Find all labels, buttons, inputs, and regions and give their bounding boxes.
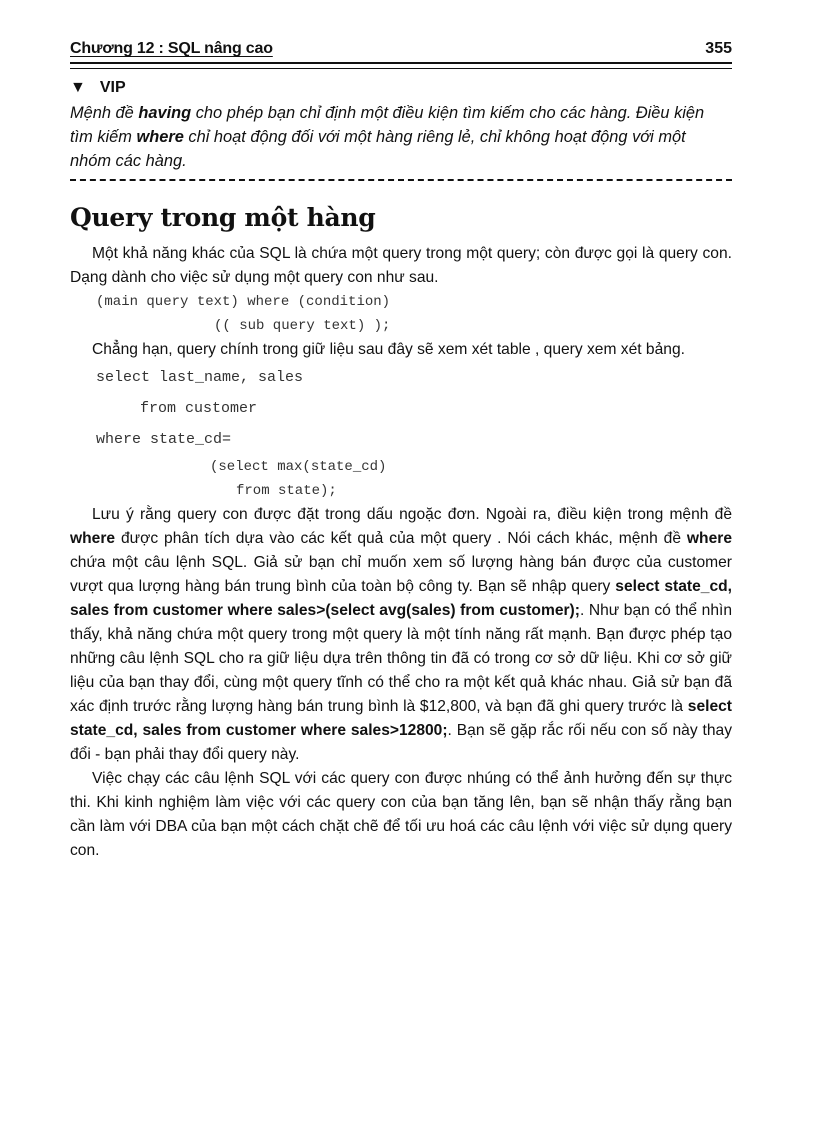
- keyword-having: having: [138, 104, 192, 122]
- syntax-line-1: (main query text) where (condition): [96, 294, 391, 310]
- header-rule-thin: [70, 68, 732, 69]
- vip-label: VIP: [99, 79, 126, 96]
- page: [70, 36, 732, 863]
- code-line-2: from customer: [140, 400, 258, 417]
- paragraph-example-intro: Chẳng hạn, query chính trong giữ liệu sau đây sẽ xem xét table , query xem xét bảng.: [92, 341, 685, 358]
- paragraph-performance: Việc chạy các câu lệnh SQL với các query con được nhúng có thể ảnh hưởng đến sự thực thi. Khi kinh nghiệm làm việc với các query con của bạn tăng lên, bạn sẽ nhận thấy rằng bạn cần làm với DBA của bạn một cách chặt chẽ để tối ưu hoá các câu lệnh với việc sử dụng query con.: [70, 770, 732, 859]
- vip-dashed-divider: [70, 179, 732, 181]
- page-number: 355: [705, 40, 732, 57]
- code-line-4: (select max(state_cd): [210, 459, 387, 475]
- vip-text: Mệnh đề having cho phép bạn chỉ định một điều kiện tìm kiếm cho các hàng. Điều kiện tìm kiếm where chỉ hoạt động đối với một hàng riêng lẻ, chỉ không hoạt động với một nhóm các hàng.: [70, 104, 705, 170]
- syntax-line-2: (( sub query text) );: [214, 318, 391, 334]
- code-line-3: where state_cd=: [96, 431, 232, 448]
- triangle-down-icon: ▼: [70, 79, 86, 96]
- header-rule-thick: [70, 62, 732, 64]
- page-header: [70, 36, 732, 58]
- code-line-5: from state);: [236, 483, 337, 499]
- paragraph-explanation: Lưu ý rằng query con được đặt trong dấu ngoặc đơn. Ngoài ra, điều kiện trong mệnh đề where được phân tích dựa vào các kết quả của một query . Nói cách khác, mệnh đề where chứa một câu lệnh SQL. Giả sử bạn chỉ muốn xem số lượng hàng bán được của customer vượt qua lượng hàng bán trung bình của toàn bộ công ty. Bạn sẽ nhập query select state_cd, sales from customer where sales>(select avg(sales) from customer);. Như bạn có thể nhìn thấy, khả năng chứa một query trong một query là một tính năng rất mạnh. Bạn được phép tạo những câu lệnh SQL cho ra giữ liệu dựa trên thông tin đã có trong cơ sở dữ liệu. Khi cơ sở giữ liệu của bạn thay đổi, cùng một query tĩnh có thể cho ra một kết quả khác nhau. Giả sử bạn đã xác định trước rằng lượng hàng bán trung bình là $12,800, và bạn đã ghi query trước là select state_cd, sales from customer where sales>12800;. Bạn sẽ gặp rắc rối nếu con số này thay đổi - bạn phải thay đổi query này.: [70, 506, 733, 763]
- section-title: Query trong một hàng: [70, 203, 376, 232]
- paragraph-intro: Một khả năng khác của SQL là chứa một query trong một query; còn được gọi là query con. Dạng dành cho việc sử dụng một query con như sau.: [70, 245, 732, 286]
- keyword-where: where: [136, 128, 184, 146]
- vip-heading: [70, 79, 732, 97]
- vip-note: [70, 79, 732, 181]
- chapter-title: Chương 12 : SQL nâng cao: [70, 40, 273, 57]
- code-line-1: select last_name, sales: [96, 369, 304, 386]
